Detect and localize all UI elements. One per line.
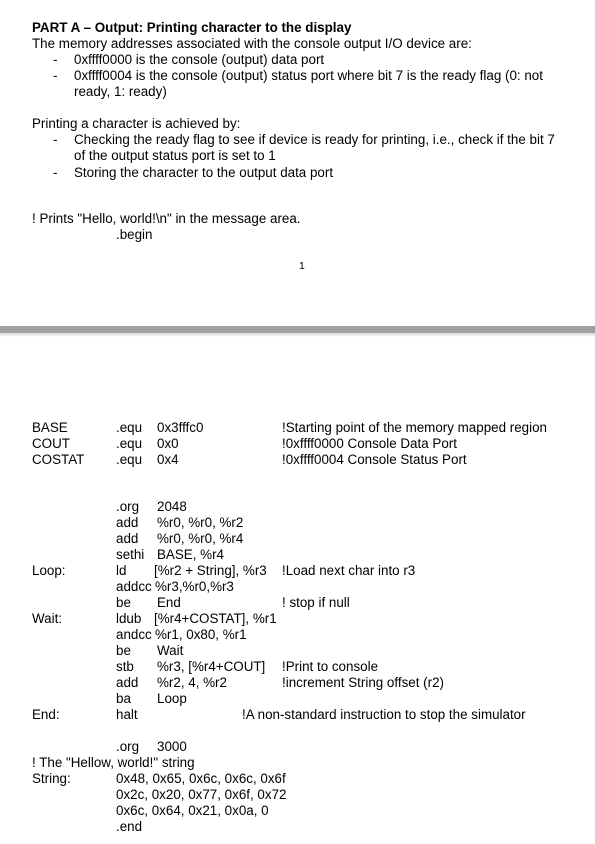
printing-intro-text: Printing a character is achieved by: [32,116,241,131]
bullet-dash: - [53,165,58,180]
code-args: 2048 [157,499,187,514]
code-args: 0x0 [157,436,179,451]
bullet-text: 0xffff0004 is the console (output) status port where bit 7 is the ready flag (0: not [74,68,543,83]
code-args: Wait [157,643,184,658]
code-op: ba [116,691,131,706]
code-begin-directive: .begin [116,227,153,242]
code-args: %r1, 0x80, %r1 [155,627,247,642]
string-bytes-line: 0x6c, 0x64, 0x21, 0x0a, 0 [116,803,269,818]
code-line-comment: !Starting point of the memory mapped region [282,420,547,435]
code-op: .org [116,739,140,754]
string-comment: ! The "Hellow, world!" string [32,755,195,770]
code-op: andcc [116,627,152,642]
code-op: .org [116,499,140,514]
code-label: Loop: [32,563,66,578]
section-heading: PART A – Output: Printing character to the display [32,20,352,35]
code-args: %r0, %r0, %r4 [157,531,244,546]
code-op: .equ [116,420,143,435]
code-label: Wait: [32,611,63,626]
code-line-comment: !increment String offset (r2) [282,675,444,690]
code-line-comment: !Print to console [282,659,379,674]
code-line-comment: ! stop if null [282,595,350,610]
code-label: COUT [32,436,70,451]
bullet-text: Storing the character to the output data port [74,165,334,180]
code-line-comment: !A non-standard instruction to stop the simulator [242,707,526,722]
page-separator [0,326,595,333]
code-op: be [116,643,131,658]
code-args: [%r2 + String], %r3 [154,563,267,578]
code-args: 3000 [157,739,187,754]
code-end-directive: .end [116,819,143,834]
code-line-comment: !0xffff0000 Console Data Port [282,436,457,451]
code-args: Loop [157,691,187,706]
code-op: add [116,531,139,546]
code-args: 0x4 [157,452,179,467]
code-args: %r0, %r0, %r2 [157,515,244,530]
code-args: End [157,595,181,610]
code-args: [%r4+COSTAT], %r1 [154,611,277,626]
code-line-comment: !0xffff0004 Console Status Port [282,452,467,467]
code-label: End: [32,707,60,722]
code-label: COSTAT [32,452,85,467]
code-op: stb [116,659,134,674]
code-args: BASE, %r4 [157,547,224,562]
bullet-dash: - [53,68,58,83]
code-op: ldub [116,611,142,626]
code-args: %r3, [%r4+COUT] [157,659,266,674]
code-op: .equ [116,452,143,467]
code-op: be [116,595,131,610]
bullet-text-continued: of the output status port is set to 1 [74,148,276,163]
bullet-dash: - [53,132,58,147]
code-op: .equ [116,436,143,451]
code-line-comment: !Load next char into r3 [282,563,416,578]
code-label: BASE [32,420,68,435]
code-args: %r3,%r0,%r3 [155,579,234,594]
code-op: halt [116,707,138,722]
page-separator-shadow [0,333,595,337]
intro-text: The memory addresses associated with the console output I/O device are: [32,36,472,51]
code-op: add [116,515,139,530]
code-op: addcc [116,579,152,594]
code-op: ld [116,563,127,578]
bullet-dash: - [53,52,58,67]
string-bytes-line: 0x48, 0x65, 0x6c, 0x6c, 0x6f [116,771,286,786]
bullet-text: Checking the ready flag to see if device is ready for printing, i.e., check if the bit 7 [74,132,555,147]
string-label: String: [32,771,71,786]
code-args: 0x3fffc0 [157,420,204,435]
string-bytes-line: 0x2c, 0x20, 0x77, 0x6f, 0x72 [116,787,287,802]
page-number: 1 [299,260,305,272]
code-args: %r2, 4, %r2 [157,675,227,690]
bullet-text-continued: ready, 1: ready) [74,84,167,99]
code-op: add [116,675,139,690]
code-comment: ! Prints "Hello, world!\n" in the message area. [32,211,301,226]
bullet-text: 0xffff0000 is the console (output) data port [74,52,325,67]
code-op: sethi [116,547,145,562]
